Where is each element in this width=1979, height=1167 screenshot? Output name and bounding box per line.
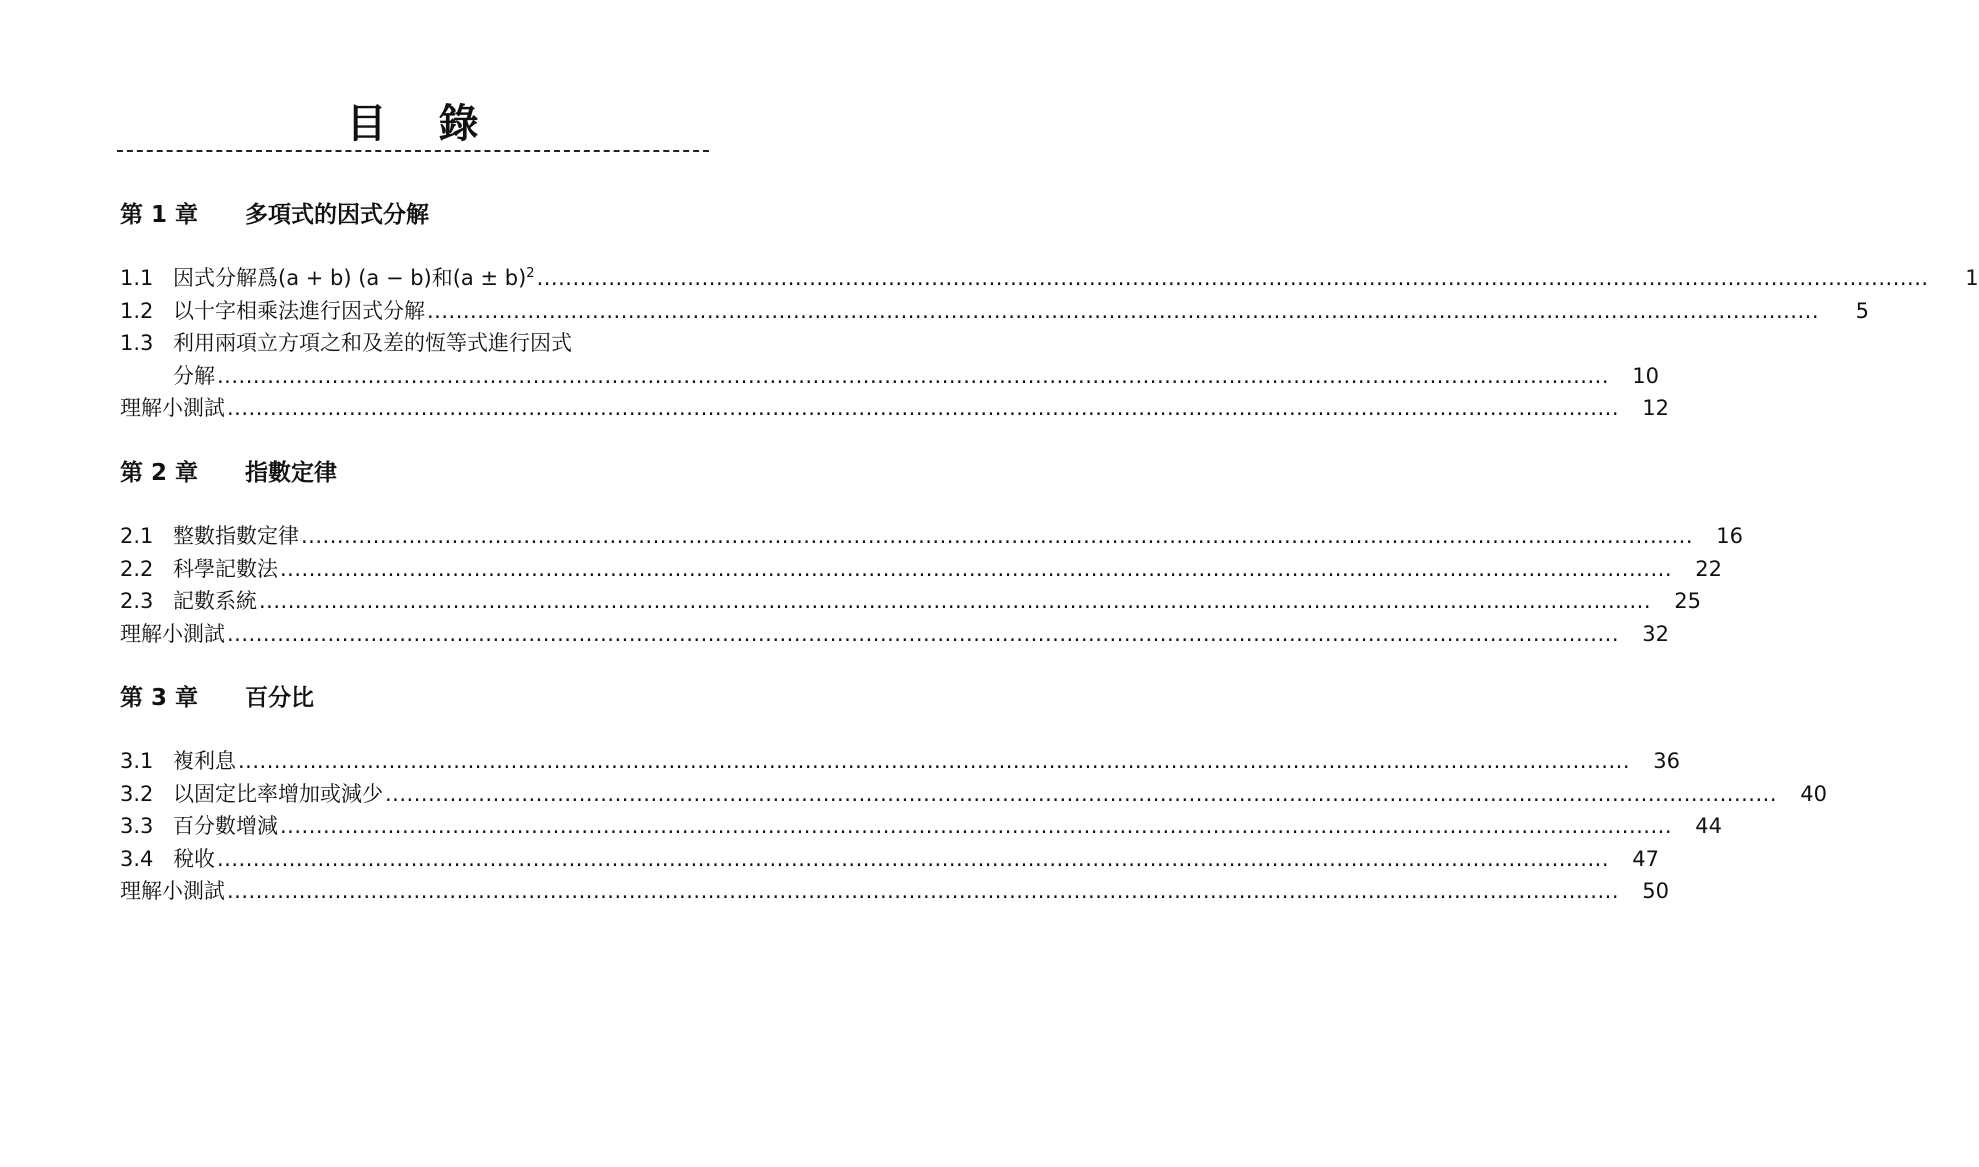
title-dashed-rule — [117, 150, 709, 152]
chapter-title: 百分比 — [245, 685, 314, 711]
leader-dots — [301, 520, 1693, 552]
chapter-title: 多項式的因式分解 — [245, 202, 429, 228]
section-number: 2.3 — [120, 589, 154, 613]
section-title: 以十字相乘法進行因式分解 — [173, 298, 425, 323]
page-number: 1 — [1965, 266, 1979, 290]
leader-dots — [280, 810, 1672, 842]
section-number: 1.2 — [120, 298, 154, 323]
chapter-heading[interactable] — [120, 456, 710, 490]
leader-dots — [385, 778, 1777, 810]
section-title: 理解小測試 — [120, 621, 225, 646]
toc-entry[interactable] — [120, 553, 1723, 586]
toc-entry[interactable] — [120, 778, 1828, 811]
page-number: 22 — [1695, 556, 1723, 581]
page-number: 32 — [1642, 621, 1670, 646]
page-number: 44 — [1695, 814, 1723, 838]
leader-dots — [227, 875, 1619, 907]
section-title-continued: 分解 — [173, 363, 215, 388]
section-number: 3.1 — [120, 749, 154, 773]
page-title: 目錄 — [346, 101, 531, 147]
chapter-title: 指數定律 — [245, 460, 337, 486]
chapter-entries — [120, 262, 1979, 425]
chapter-number: 第 2 章 — [120, 460, 199, 486]
section-number: 3.4 — [120, 846, 154, 871]
chapter-entries — [120, 520, 1744, 650]
page-number: 47 — [1632, 846, 1660, 871]
section-title: 理解小測試 — [120, 396, 225, 420]
toc-entry[interactable] — [120, 327, 710, 360]
toc-entry[interactable] — [120, 810, 1723, 843]
toc-entry-quiz[interactable] — [120, 618, 1670, 651]
section-title: 科學記數法 — [173, 556, 278, 581]
section-title: 記數系統 — [173, 589, 257, 613]
toc-entry[interactable] — [120, 520, 1744, 553]
section-title: 複利息 — [173, 749, 236, 773]
chapter-number: 第 1 章 — [120, 202, 199, 228]
chapter-heading[interactable] — [120, 681, 710, 715]
section-title: 利用兩項立方項之和及差的恆等式進行因式 — [173, 331, 572, 355]
page-number: 40 — [1800, 781, 1828, 806]
leader-dots — [280, 553, 1672, 585]
section-title: 稅收 — [173, 846, 215, 871]
chapter-3 — [120, 681, 1828, 908]
leader-dots — [227, 392, 1619, 424]
toc-entry-quiz[interactable] — [120, 392, 1670, 425]
toc-entry[interactable] — [120, 262, 1979, 295]
chapter-number: 第 3 章 — [120, 685, 199, 711]
section-number: 1.1 — [120, 266, 154, 290]
section-number: 3.3 — [120, 814, 154, 838]
page-number: 10 — [1632, 363, 1660, 388]
page-number: 36 — [1653, 749, 1681, 773]
chapter-1 — [120, 198, 1979, 425]
page-number: 5 — [1855, 298, 1870, 323]
toc-entry[interactable] — [120, 843, 1660, 876]
leader-dots — [259, 585, 1651, 617]
leader-dots — [217, 360, 1609, 392]
chapter-entries — [120, 745, 1828, 908]
section-title: 百分數增減 — [173, 814, 278, 838]
section-number: 3.2 — [120, 781, 154, 806]
section-number: 2.1 — [120, 524, 154, 548]
section-title-text: 因式分解爲(a + b) (a − b)和(a ± b) — [173, 266, 527, 290]
section-number: 1.3 — [120, 331, 154, 355]
leader-dots — [537, 262, 1929, 294]
section-title-superscript: 2 — [526, 266, 535, 281]
leader-dots — [427, 295, 1819, 327]
chapter-heading[interactable] — [120, 198, 710, 232]
chapter-2 — [120, 456, 1744, 650]
section-title: 整數指數定律 — [173, 524, 299, 548]
leader-dots — [238, 745, 1630, 777]
section-number: 2.2 — [120, 556, 154, 581]
toc-entry-continuation[interactable] — [120, 360, 1660, 393]
toc-entry-quiz[interactable] — [120, 875, 1670, 908]
leader-dots — [227, 618, 1619, 650]
section-title — [173, 262, 535, 294]
toc-entry[interactable] — [120, 295, 1870, 328]
page-number: 12 — [1642, 396, 1670, 420]
page-number: 25 — [1674, 589, 1702, 613]
section-title: 理解小測試 — [120, 879, 225, 903]
page-number: 50 — [1642, 879, 1670, 903]
toc-entry[interactable] — [120, 585, 1702, 618]
section-title: 以固定比率增加或減少 — [173, 781, 383, 806]
leader-dots — [217, 843, 1609, 875]
toc-entry[interactable] — [120, 745, 1681, 778]
page-number: 16 — [1716, 524, 1744, 548]
